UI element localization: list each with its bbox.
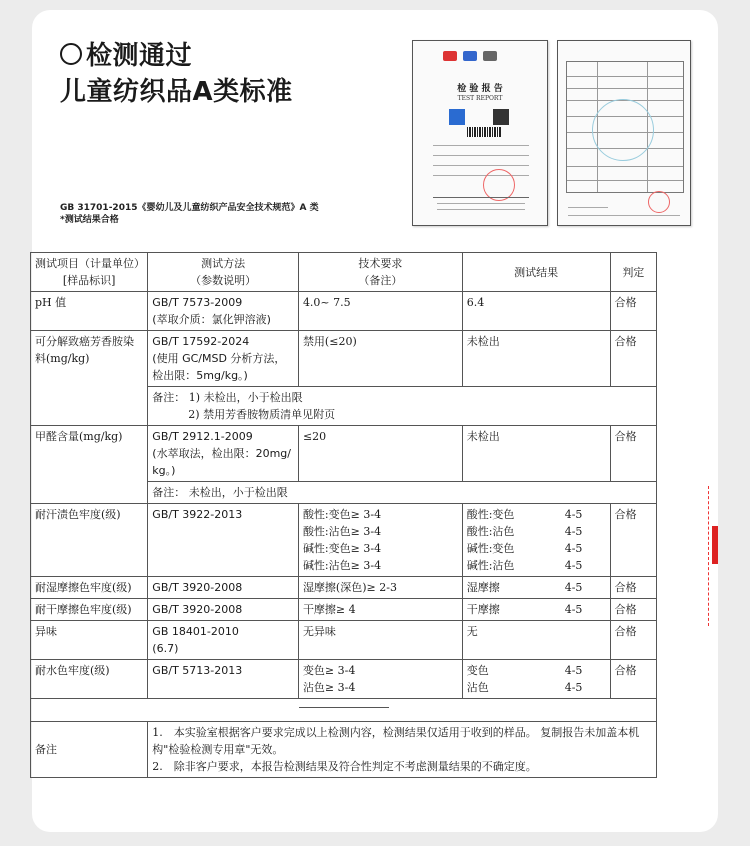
method-cell: GB/T 3922-2013 xyxy=(148,504,299,577)
result-cell: 未检出 xyxy=(462,331,610,387)
method-cell: GB/T 5713-2013 xyxy=(148,660,299,699)
method-cell: GB/T 2912.1-2009 (水萃取法，检出限：20mg/ kg。) xyxy=(148,426,299,482)
result-cell: 酸性:变色 4-5 酸性:沾色 4-5 碱性:变色 4-5 碱性:沾色 4-5 xyxy=(462,504,610,577)
table-row xyxy=(31,426,657,482)
separator-line xyxy=(299,707,389,708)
table-row xyxy=(31,292,657,331)
watermark-seal-icon xyxy=(592,99,654,161)
result-cell: 湿摩擦 4-5 xyxy=(462,577,610,599)
header-item: 测试项目（计量单位） [样品标识] xyxy=(31,253,148,292)
requirement-cell: 无异味 xyxy=(298,621,462,660)
item-cell: 耐干摩擦色牢度(级) xyxy=(31,599,148,621)
report-title-en: TEST REPORT xyxy=(457,95,503,102)
judge-cell: 合格 xyxy=(610,292,656,331)
judge-cell: 合格 xyxy=(610,660,656,699)
remarks-row xyxy=(31,722,657,778)
remarks-text: 1. 本实验室根据客户要求完成以上检测内容，检测结果仅适用于收到的样品。 复制报告未加盖本机构"检验检测专用章"无效。 2. 除非客户要求，本报告检测结果及符合性判定不考虑测量结果的不确定度。 xyxy=(148,722,657,778)
table-row xyxy=(31,331,657,387)
red-stamp-edge xyxy=(708,486,718,626)
requirement-cell: ≤20 xyxy=(298,426,462,482)
test-results-table xyxy=(30,252,657,778)
method-cell: GB/T 3920-2008 xyxy=(148,577,299,599)
item-cell: 耐水色牢度(级) xyxy=(31,660,148,699)
table-header-row xyxy=(31,253,657,292)
judge-cell: 合格 xyxy=(610,504,656,577)
judge-cell: 合格 xyxy=(610,577,656,599)
item-cell: 耐湿摩擦色牢度(级) xyxy=(31,577,148,599)
standard-note xyxy=(60,202,319,226)
table-row xyxy=(31,621,657,660)
method-cell: GB/T 7573-2009 (萃取介质：氯化钾溶液) xyxy=(148,292,299,331)
header-result: 测试结果 xyxy=(462,253,610,292)
judge-cell: 合格 xyxy=(610,621,656,660)
judge-cell: 合格 xyxy=(610,599,656,621)
requirement-cell: 干摩擦≥ 4 xyxy=(298,599,462,621)
report-page-thumbnail xyxy=(557,40,691,226)
judge-cell: 合格 xyxy=(610,426,656,482)
item-cell: 耐汗渍色牢度(级) xyxy=(31,504,148,577)
blank-cell xyxy=(31,699,657,722)
blank-row xyxy=(31,699,657,722)
result-cell: 无 xyxy=(462,621,610,660)
table-row xyxy=(31,577,657,599)
title-line-2: 儿童纺织品A类标准 xyxy=(60,77,293,107)
note-cell: 备注： 未检出，小于检出限 xyxy=(148,482,657,504)
judge-cell: 合格 xyxy=(610,331,656,387)
header-requirement: 技术要求 （备注） xyxy=(298,253,462,292)
item-cell: 异味 xyxy=(31,621,148,660)
report-cover-thumbnail xyxy=(412,40,548,226)
requirement-cell: 禁用(≤20) xyxy=(298,331,462,387)
method-cell: GB/T 3920-2008 xyxy=(148,599,299,621)
circle-icon xyxy=(60,43,82,65)
standard-name: GB 31701-2015《婴幼儿及儿童纺织产品安全技术规范》A 类 xyxy=(60,203,319,213)
barcode-icon xyxy=(467,127,501,137)
item-cell: pH 值 xyxy=(31,292,148,331)
title-line-1: 检测通过 xyxy=(86,41,193,71)
certification-logos xyxy=(443,51,513,63)
header-judge: 判定 xyxy=(610,253,656,292)
note-cell: 备注： 1) 未检出，小于检出限 2) 禁用芳香胺物质清单见附页 xyxy=(148,387,657,426)
page-title xyxy=(60,38,293,110)
requirement-cell: 湿摩擦(深色)≥ 2-3 xyxy=(298,577,462,599)
item-cell: 甲醛含量(mg/kg) xyxy=(31,426,148,504)
item-cell: 可分解致癌芳香胺染料(mg/kg) xyxy=(31,331,148,426)
method-cell: GB/T 17592-2024 (使用 GC/MSD 分析方法， 检出限：5mg/kg。) xyxy=(148,331,299,387)
logo-badge-icon xyxy=(449,109,465,125)
result-cell: 干摩擦 4-5 xyxy=(462,599,610,621)
table-row xyxy=(31,660,657,699)
requirement-cell: 酸性:变色≥ 3-4 酸性:沾色≥ 3-4 碱性:变色≥ 3-4 碱性:沾色≥ 3-4 xyxy=(298,504,462,577)
result-cell: 变色 4-5 沾色 4-5 xyxy=(462,660,610,699)
header-method: 测试方法 （参数说明） xyxy=(148,253,299,292)
requirement-cell: 变色≥ 3-4 沾色≥ 3-4 xyxy=(298,660,462,699)
result-cell: 6.4 xyxy=(462,292,610,331)
qr-code-icon xyxy=(493,109,509,125)
report-title-cn: 检 验 报 告 xyxy=(457,84,503,94)
red-seal-icon xyxy=(648,191,670,213)
table-row xyxy=(31,599,657,621)
requirement-cell: 4.0~ 7.5 xyxy=(298,292,462,331)
remarks-label: 备注 xyxy=(31,722,148,778)
result-note: *测试结果合格 xyxy=(60,215,119,225)
method-cell: GB 18401-2010 (6.7) xyxy=(148,621,299,660)
result-cell: 未检出 xyxy=(462,426,610,482)
table-row xyxy=(31,504,657,577)
